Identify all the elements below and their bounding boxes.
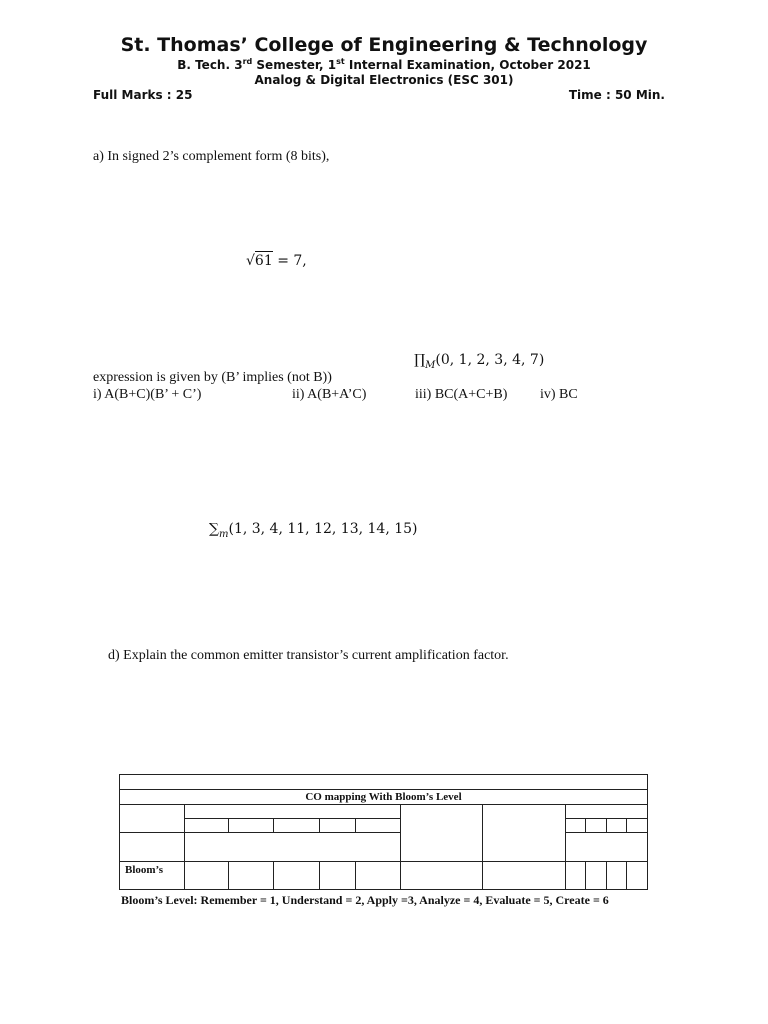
option-4: iv) BC: [540, 387, 578, 402]
question-a: a) In signed 2’s complement form (8 bits),: [93, 149, 330, 164]
sum-expression: [209, 521, 418, 540]
table-cell: [566, 819, 586, 833]
table-cell: [401, 862, 483, 890]
table-row: [120, 805, 648, 819]
subject-line: Analog & Digital Electronics (ESC 301): [254, 73, 514, 87]
exam-line: [0, 57, 768, 72]
co-table-title: CO mapping With Bloom’s Level: [120, 790, 648, 805]
option-3: iii) BC(A+C+B): [415, 387, 508, 402]
table-cell: [228, 819, 273, 833]
sigma-terms: (1, 3, 4, 11, 12, 13, 14, 15): [228, 521, 418, 537]
table-cell: [228, 862, 273, 890]
table-cell: [120, 775, 648, 790]
exam-prefix: B. Tech. 3: [177, 58, 243, 72]
table-row: [120, 775, 648, 790]
exam-sup-1: rd: [242, 57, 253, 66]
table-row: [120, 862, 648, 890]
table-cell: [566, 805, 648, 819]
table-cell: [586, 819, 607, 833]
table-cell: [355, 862, 401, 890]
table-cell: [607, 862, 627, 890]
table-cell: [184, 805, 401, 819]
table-row: [120, 790, 648, 805]
table-cell: [483, 862, 566, 890]
sqrt-rest: = 7,: [272, 253, 307, 269]
product-expression: [414, 352, 544, 371]
exam-time: Time : 50 Min.: [568, 88, 665, 102]
table-cell: [483, 805, 566, 862]
table-cell: [273, 862, 319, 890]
table-cell: [401, 805, 483, 862]
option-1: i) A(B+C)(B’ + C’): [93, 387, 202, 402]
expression-note: expression is given by (B’ implies (not B)): [93, 370, 332, 385]
option-2: ii) A(B+A’C): [292, 387, 367, 402]
table-cell: [319, 862, 355, 890]
table-cell: [626, 862, 647, 890]
table-cell: [184, 862, 228, 890]
college-title: St. Thomas’ College of Engineering & Technology: [120, 34, 648, 56]
full-marks: Full Marks : 25: [93, 88, 193, 102]
table-cell: [607, 819, 627, 833]
table-cell: [184, 819, 228, 833]
sqrt-sign: √: [246, 253, 255, 269]
exam-suffix: Internal Examination, October 2021: [344, 58, 591, 72]
table-cell: [586, 862, 607, 890]
co-mapping-table: [119, 774, 648, 890]
exam-mid: Semester, 1: [252, 58, 337, 72]
pi-symbol: ∏: [414, 352, 426, 368]
pi-subscript: M: [425, 359, 436, 371]
sqrt-radicand: 61: [254, 253, 273, 269]
exam-sup-2: st: [336, 57, 345, 66]
table-cell: [273, 819, 319, 833]
table-cell: [566, 833, 648, 862]
table-cell: [566, 862, 586, 890]
table-cell: [120, 833, 185, 862]
table-cell: [319, 819, 355, 833]
table-row: [120, 833, 648, 862]
sqrt-expression: [246, 253, 307, 269]
table-cell: [184, 833, 401, 862]
blooms-legend: Bloom’s Level: Remember = 1, Understand = 2, Apply =3, Analyze = 4, Evaluate = 5, Create = 6: [121, 893, 609, 907]
sigma-subscript: m: [219, 528, 229, 540]
table-cell: [355, 819, 401, 833]
blooms-label: Bloom’s: [120, 862, 185, 890]
table-cell: [120, 805, 185, 833]
table-cell: [626, 819, 647, 833]
table-row: [120, 819, 648, 833]
question-d: d) Explain the common emitter transistor’s current amplification factor.: [108, 648, 509, 663]
pi-terms: (0, 1, 2, 3, 4, 7): [435, 352, 545, 368]
sigma-symbol: ∑: [209, 521, 219, 537]
